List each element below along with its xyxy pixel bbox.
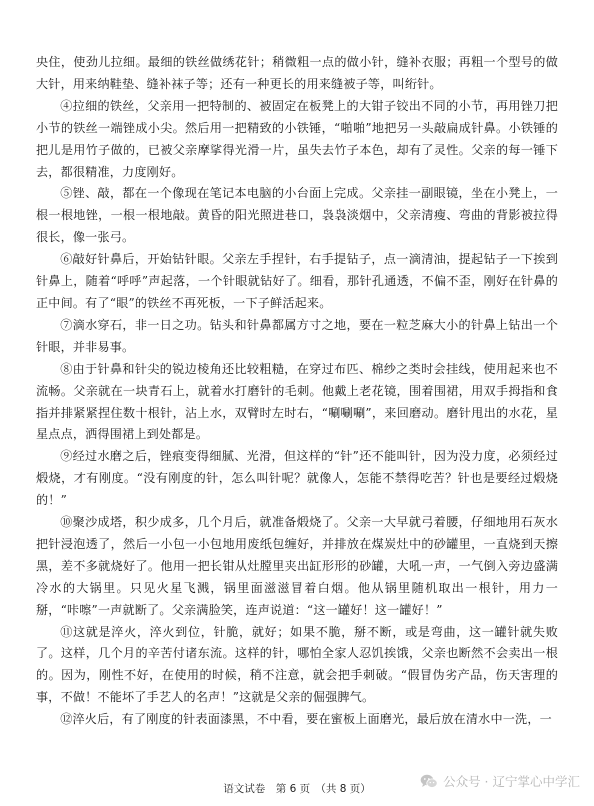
paragraph-12: ⑫淬火后，有了刚度的针表面漆黑，不中看，要在蜜板上面磨光，最后放在清水中一洗，一 [60,712,552,727]
wechat-icon [420,774,438,789]
paragraph-8: ⑧由于针鼻和针尖的锐边棱角还比较粗糙，在穿过布匹、棉纱之类时会挂线，使用起来也不流畅。父亲就在一块青石上，就着水打磨针的毛刺。他戴上老花镜，围着围裙，用双手拇指和食指并排紧紧捏住数十根针，沾上水，双臂时左时右，“唰唰唰”，来回磨动。磨针甩出的水花，星星点点，洒得围裙上到处都是。 [36,361,558,442]
article-body [36,52,558,731]
paragraph-9: ⑨经过水磨之后，锉痕变得细腻、光滑，但这样的“针”还不能叫针，因为没力度，必须经过煅烧，才有刚度。“没有刚度的针，怎么叫针呢？就像人，怎能不禁得吃苦？针也是要经过煅烧的！” [36,449,558,508]
paragraph-11: ⑪这就是淬火，淬火到位，针脆，就好；如果不脆，掰不断，或是弯曲，这一罐针就失败了。这样，几个月的辛苦付诸东流。这样的针，哪怕全家人忍饥挨饿，父亲也断然不会卖出一根的。因为，刚性不好，在使用的时候，稍不注意，就会把手刺破。“假冒伪劣产品，伤天害理的事，不做！不能坏了手艺人的名声！”这就是父亲的倔强脾气。 [36,624,558,705]
paragraph-7: ⑦滴水穿石，非一日之功。钻头和针鼻都属方寸之地，要在一粒芝麻大小的针鼻上钻出一个针眼，并非易事。 [36,317,558,354]
page-footer: 语文试卷 第 6 页 （共 8 页） [223,783,371,795]
paragraph-4: ④拉细的铁丝，父亲用一把特制的、被固定在板凳上的大钳子铰出不同的小节，再用锉刀把小节的铁丝一端锉成小尖。然后用一把精致的小铁锤，“啪啪”地把另一头敲扁成针鼻。小铁锤的把儿是用竹子做的，已被父亲摩挲得光滑一片，虽失去竹子本色，却有了灵性。父亲的每一锤下去，都很精准，力度刚好。 [36,98,558,179]
paragraph-5: ⑤锉、敲，都在一个像现在笔记本电脑的小台面上完成。父亲挂一副眼镜，坐在小凳上，一根一根地锉，一根一根地敲。黄昏的阳光照进巷口，袅袅淡烟中，父亲清瘦、弯曲的背影被拉得很长，像一张弓。 [36,186,558,245]
watermark-text: 公众号 · 辽宁掌心中学汇 [443,774,580,789]
paragraph-10: ⑩聚沙成塔，积少成多，几个月后，就准备煅烧了。父亲一大早就弓着腰，仔细地用石灰水把针浸泡透了，然后一小包一小包地用废纸包缠好，并排放在煤炭灶中的砂罐里，一直烧到天擦黑，差不多就烧好了。他用一把长钳从灶膛里夹出缸形形的砂罐，大吼一声，一气倒入旁边盛满冷水的大锅里。只见火星飞溅，锅里面滋滋冒着白烟。他从锅里随机取出一根针，用力一掰，“咔嚓”一声就断了。父亲满脸笑，连声说道：“这一罐好！这一罐好！” [36,515,558,617]
watermark [420,772,580,790]
paragraph-6: ⑥敲好针鼻后，开始钻针眼。父亲左手捏针，右手提钻子，点一滴清油，提起钻子一下挨到针鼻上，随着“呼呼”声起落，一个针眼就钻好了。细看，那针孔通透，不偏不歪，刚好在针鼻的正中间。有了“眼”的铁丝不再死板，一下子鲜活起来。 [36,252,558,310]
paragraph-continued: 央住，使劲儿拉细。最细的铁丝做绣花针；稍微粗一点的做小针，缝补衣服；再粗一个型号的做大针，用来纳鞋垫、缝补袜子等；还有一种更长的用来缝被子等，叫绗针。 [36,55,558,91]
